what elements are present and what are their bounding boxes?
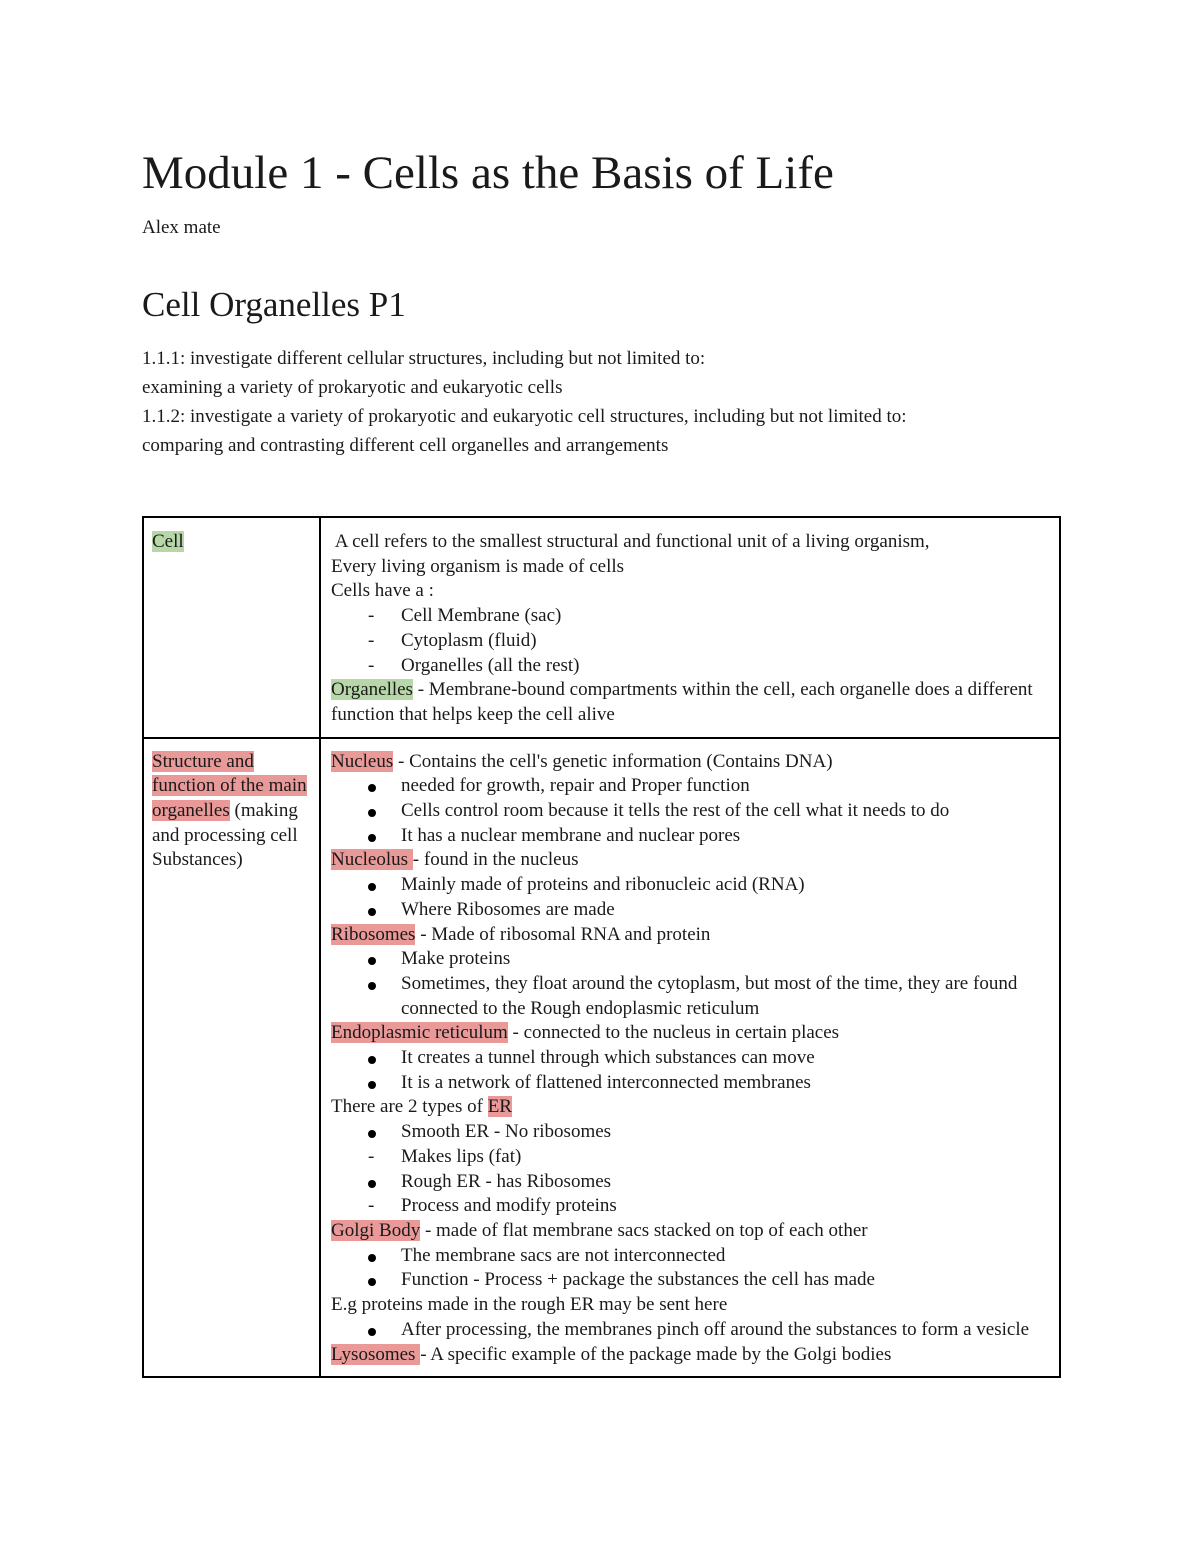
document-title: Module 1 - Cells as the Basis of Life (142, 147, 834, 199)
highlight-organelles: Organelles (331, 679, 413, 701)
highlight-er: Endoplasmic reticulum (331, 1022, 508, 1044)
list-item: - Makes lips (fat) (401, 1145, 1049, 1170)
nucleus-list (331, 774, 1049, 848)
highlight-er-short: ER (487, 1096, 512, 1118)
outcome-line: 1.1.2: investigate a variety of prokaryotic and eukaryotic cell structures, including but not limited to: (142, 406, 907, 427)
nucleolus-list (331, 873, 1049, 922)
cell-parts-list (331, 604, 1049, 678)
list-item: Make proteins (401, 947, 1049, 972)
syllabus-outcomes (142, 344, 1060, 460)
er-types-prefix: There are 2 types of (331, 1096, 488, 1118)
golgi-desc: - made of flat membrane sacs stacked on top of each other (420, 1219, 868, 1241)
rough-er-note-list (331, 1194, 1049, 1219)
row-content-cell (320, 517, 1060, 738)
highlight-cell-label: Cell (152, 531, 184, 552)
row-content-cell (320, 738, 1060, 1378)
list-item: Cells control room because it tells the rest of the cell what it needs to do (401, 799, 1049, 824)
section-heading: Cell Organelles P1 (142, 285, 406, 324)
cell-definition: A cell refers to the smallest structural and functional unit of a living organism, (331, 531, 930, 552)
highlight-nucleolus: Nucleolus (331, 849, 413, 871)
list-item: - Process and modify proteins (401, 1194, 1049, 1219)
list-item: Rough ER - has Ribosomes (401, 1170, 1049, 1195)
author-name: Alex mate (142, 217, 221, 238)
smooth-er-list (331, 1120, 1049, 1145)
highlight-structure-label: Structure and function of the main organelles (152, 750, 307, 822)
outcome-line: examining a variety of prokaryotic and eukaryotic cells (142, 377, 563, 398)
list-item: After processing, the membranes pinch off around the substances to form a vesicle (401, 1318, 1049, 1343)
example-line: E.g proteins made in the rough ER may be sent here (331, 1294, 728, 1316)
nucleolus-heading (331, 848, 1049, 873)
list-item: It is a network of flattened interconnected membranes (401, 1071, 1049, 1096)
nucleus-heading (331, 750, 1049, 775)
lysosomes-desc: - A specific example of the package made by the Golgi bodies (420, 1343, 892, 1365)
row-label-cell (143, 517, 320, 738)
cell-line: Cells have a : (331, 580, 434, 602)
cell-line: Every living organism is made of cells (331, 555, 625, 577)
label-rest: (making and processing cell Substances) (152, 800, 298, 871)
list-item: It creates a tunnel through which substances can move (401, 1046, 1049, 1071)
outcome-line: 1.1.1: investigate different cellular structures, including but not limited to: (142, 348, 706, 369)
list-item: needed for growth, repair and Proper function (401, 774, 1049, 799)
ribosomes-desc: - Made of ribosomal RNA and protein (415, 923, 711, 945)
organelles-desc: - Membrane-bound compartments within the cell, each organelle does a different function that helps keep the cell alive (331, 679, 1033, 725)
list-item: Smooth ER - No ribosomes (401, 1120, 1049, 1145)
list-item: Mainly made of proteins and ribonucleic acid (RNA) (401, 873, 1049, 898)
er-list (331, 1046, 1049, 1095)
notes-table (142, 516, 1061, 1378)
table-row-cell (143, 517, 1060, 738)
vesicle-list (331, 1318, 1049, 1343)
highlight-ribosomes: Ribosomes (331, 923, 416, 945)
list-item: - Cytoplasm (fluid) (401, 629, 1049, 654)
list-item: Where Ribosomes are made (401, 898, 1049, 923)
golgi-heading (331, 1219, 1049, 1244)
list-item: The membrane sacs are not interconnected (401, 1244, 1049, 1269)
smooth-er-note-list (331, 1145, 1049, 1170)
row-label-cell (143, 738, 320, 1378)
table-row-organelles (143, 738, 1060, 1378)
golgi-list (331, 1244, 1049, 1293)
er-types-line (331, 1095, 1049, 1120)
er-heading (331, 1021, 1049, 1046)
ribosomes-list (331, 947, 1049, 1021)
highlight-golgi: Golgi Body (331, 1219, 421, 1241)
highlight-lysosomes: Lysosomes (331, 1343, 421, 1365)
list-item: Function - Process + package the substances the cell has made (401, 1268, 1049, 1293)
ribosomes-heading (331, 923, 1049, 948)
organelles-definition (331, 678, 1049, 727)
highlight-nucleus: Nucleus (331, 750, 394, 772)
list-item: - Cell Membrane (sac) (401, 604, 1049, 629)
list-item: Sometimes, they float around the cytoplasm, but most of the time, they are found connected to the Rough endoplasmic reticulum (401, 972, 1049, 1021)
rough-er-list (331, 1170, 1049, 1195)
outcome-line: comparing and contrasting different cell organelles and arrangements (142, 435, 669, 456)
nucleolus-desc: - found in the nucleus (412, 849, 579, 871)
lysosomes-heading (331, 1343, 1049, 1368)
er-desc: - connected to the nucleus in certain places (507, 1022, 840, 1044)
list-item: It has a nuclear membrane and nuclear pores (401, 824, 1049, 849)
nucleus-desc: - Contains the cell's genetic information (Contains DNA) (393, 750, 833, 772)
list-item: - Organelles (all the rest) (401, 654, 1049, 679)
